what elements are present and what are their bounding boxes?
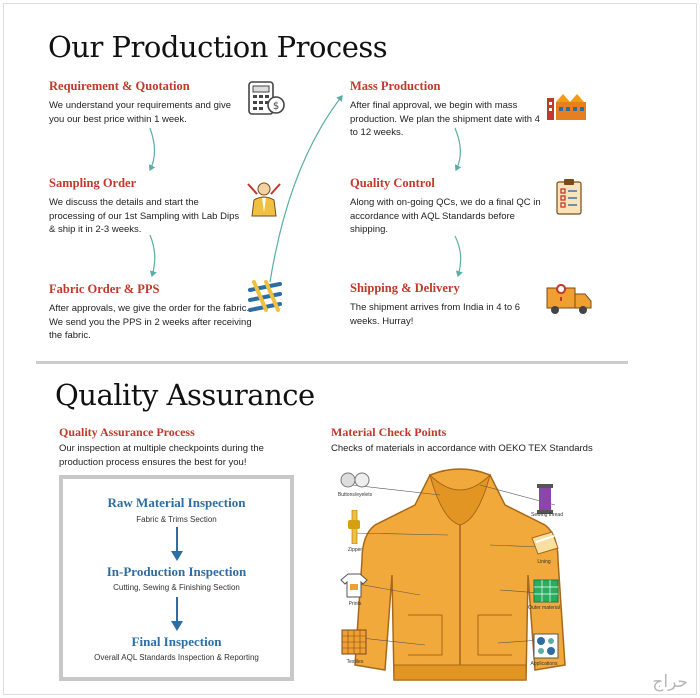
step-title: Requirement & Quotation [49, 79, 190, 93]
applications-icon [532, 632, 560, 660]
step-text: We understand your requirements and give you our best price within 1 week. [49, 100, 232, 125]
section-divider [36, 361, 628, 364]
stage-in-production-title: In-Production Inspection [106, 564, 247, 579]
tailor-icon [246, 180, 282, 218]
material-point-label: Applications [530, 661, 558, 667]
factory-icon [545, 88, 589, 122]
material-point-label: Lining [537, 559, 551, 565]
calculator-icon [246, 80, 286, 118]
down-arrow-icon [171, 597, 183, 631]
stage-raw-material-title: Raw Material Inspection [107, 495, 246, 510]
qa-process-title: Quality Assurance Process [59, 425, 195, 439]
step-title: Mass Production [350, 79, 441, 93]
thread-spool-icon [535, 484, 555, 514]
qa-process-text: Our inspection at multiple checkpoints during the production process ensures the best for you! [59, 443, 264, 468]
production-title: Our Production Process [48, 30, 388, 64]
quality-title: Quality Assurance [55, 378, 315, 412]
down-arrow-icon [171, 527, 183, 561]
step-title: Sampling Order [49, 176, 137, 190]
step-title: Shipping & Delivery [350, 281, 460, 295]
stage-raw-material-sub: Fabric & Trims Section [136, 515, 217, 524]
fabric-icon [246, 280, 286, 312]
material-point-label: Outer material [528, 605, 560, 611]
delivery-truck-icon [545, 282, 593, 316]
stage-in-production-sub: Cutting, Sewing & Finishing Section [113, 583, 240, 592]
stage-final-title: Final Inspection [131, 634, 222, 649]
qa-process-box [59, 475, 294, 681]
material-point-label: Prints [348, 601, 362, 607]
step-text: We discuss the details and start the processing of our 1st Sampling with Lab Dips & ship it in 2-3 weeks. [49, 197, 240, 235]
checklist-icon [555, 178, 585, 216]
material-point-label: Textiles [346, 659, 364, 665]
step-text: After final approval, we begin with mass production. We plan the shipment date with 4 to 12 weeks. [350, 100, 540, 138]
step-title: Fabric Order & PPS [49, 282, 160, 296]
step-text: After approvals, we give the order for the fabric. We send you the PPS in 2 weeks after receiving the fabric. [49, 303, 252, 341]
step-text: Along with on-going QCs, we do a final QC in accordance with AQL Standards before shipping. [350, 197, 541, 235]
outer-material-icon [532, 578, 560, 604]
watermark-logo: حراج [652, 672, 688, 692]
material-point-label: Zipper [347, 547, 363, 553]
material-title: Material Check Points [331, 425, 447, 439]
step-text: The shipment arrives from India in 4 to 6 weeks. Hurray! [350, 302, 521, 327]
textile-icon [340, 628, 368, 656]
buttons-icon [340, 470, 370, 490]
material-point-label: Sewing thread [531, 512, 563, 518]
stage-final-sub: Overall AQL Standards Inspection & Reporting [94, 653, 259, 662]
material-point-label: Buttons/eyelets [337, 492, 373, 498]
material-text: Checks of materials in accordance with OEKO TEX Standards [331, 443, 593, 454]
step-title: Quality Control [350, 176, 435, 190]
lining-icon [530, 530, 560, 556]
svg-text:$: $ [272, 101, 280, 112]
print-shirt-icon [340, 572, 368, 598]
zipper-icon [344, 510, 364, 544]
